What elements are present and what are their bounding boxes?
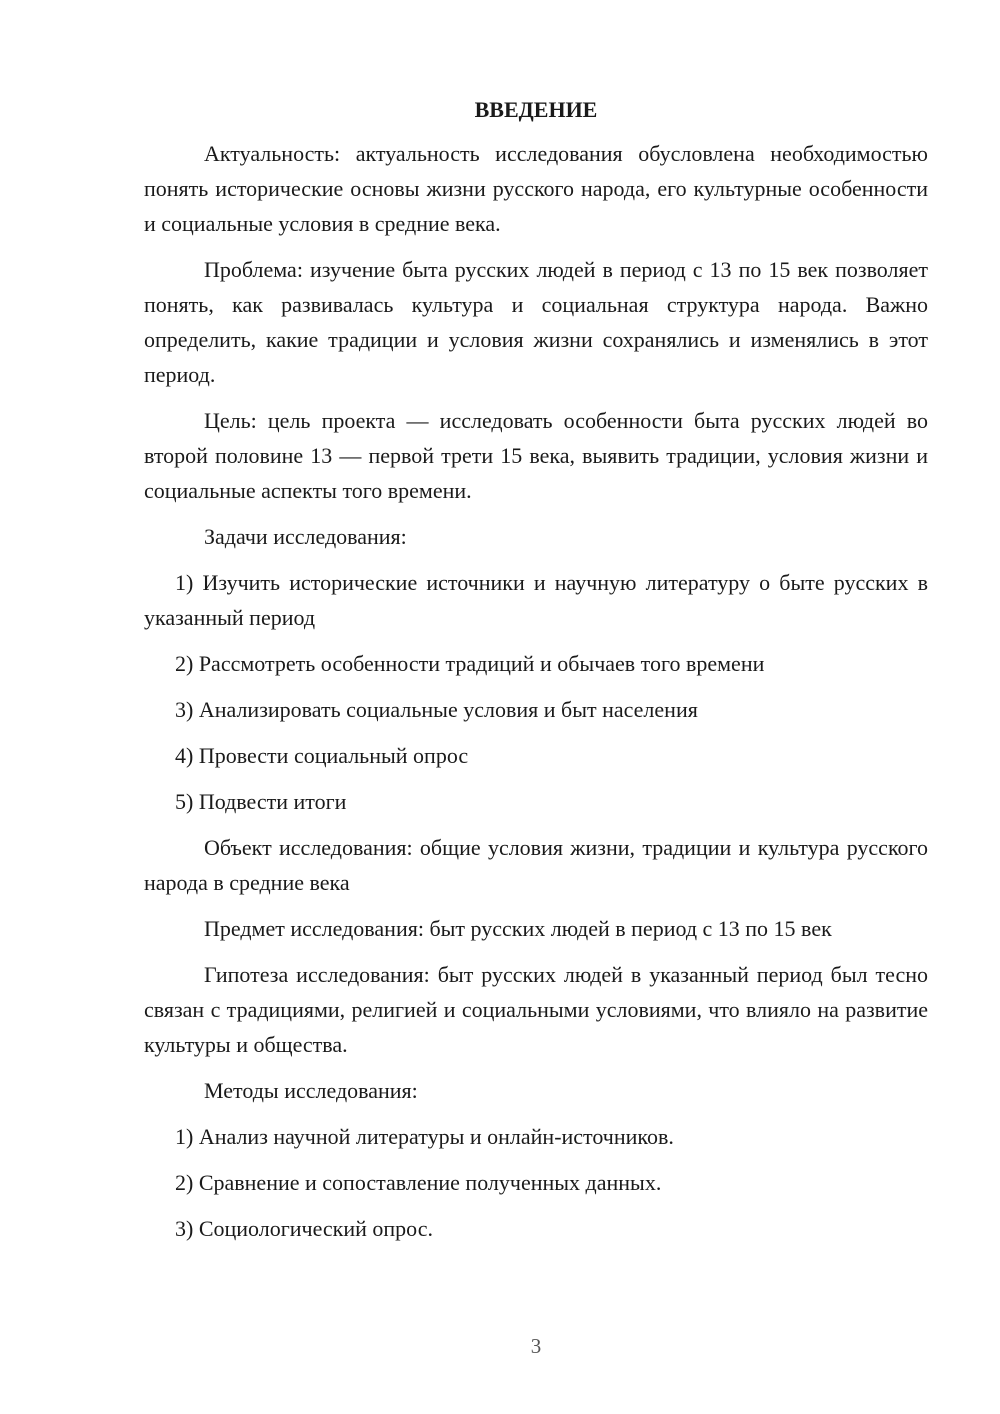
goal-paragraph: Цель: цель проекта — исследовать особенности быта русских людей во второй половине 13 — первой трети 15 века, выявить традиции, условия жизни и социальные аспекты того времени. bbox=[144, 408, 928, 503]
relevance-paragraph: Актуальность: актуальность исследования обусловлена необходимостью понять исторические основы жизни русского народа, его культурные особенности и социальные условия в средние века. bbox=[144, 141, 928, 236]
task-item: 4) Провести социальный опрос bbox=[175, 743, 469, 768]
hypothesis-paragraph: Гипотеза исследования: быт русских людей в указанный период был тесно связан с традициями, религией и социальными условиями, что влияло на развитие культуры и общества. bbox=[144, 962, 928, 1057]
page-number: 3 bbox=[530, 1334, 542, 1358]
method-item: 1) Анализ научной литературы и онлайн-источников. bbox=[175, 1124, 674, 1149]
task-item: 3) Анализировать социальные условия и быт населения bbox=[175, 697, 698, 722]
task-item: 1) Изучить исторические источники и научную литературу о быте русских в указанный период bbox=[144, 570, 928, 630]
subject-paragraph: Предмет исследования: быт русских людей в период с 13 по 15 век bbox=[204, 916, 832, 941]
task-item: 2) Рассмотреть особенности традиций и обычаев того времени bbox=[175, 651, 765, 676]
method-item: 3) Социологический опрос. bbox=[175, 1216, 433, 1241]
methods-title: Методы исследования: bbox=[204, 1078, 418, 1103]
task-item: 5) Подвести итоги bbox=[175, 789, 347, 814]
section-heading: ВВЕДЕНИЕ bbox=[474, 97, 598, 122]
document-page bbox=[144, 94, 928, 1257]
tasks-title: Задачи исследования: bbox=[204, 524, 407, 549]
object-paragraph: Объект исследования: общие условия жизни, традиции и культура русского народа в средние века bbox=[144, 835, 928, 895]
problem-paragraph: Проблема: изучение быта русских людей в период с 13 по 15 век позволяет понять, как развивалась культура и социальная структура народа. Важно определить, какие традиции и условия жизни сохранялись и изменялись в этот период. bbox=[144, 257, 928, 387]
method-item: 2) Сравнение и сопоставление полученных данных. bbox=[175, 1170, 662, 1195]
